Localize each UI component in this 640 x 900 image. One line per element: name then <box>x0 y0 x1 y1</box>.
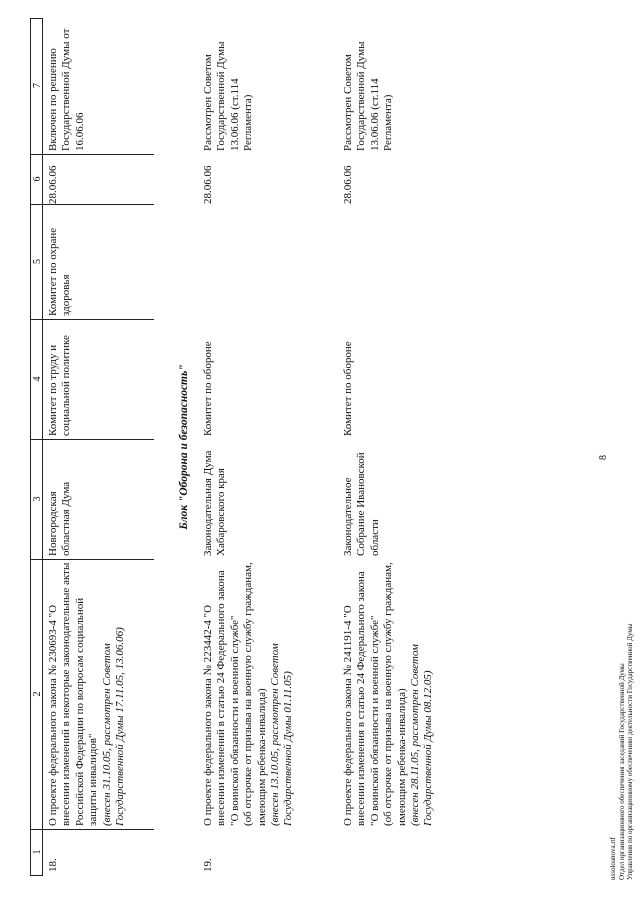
responsible-committee: Комитет по труду и социальной политике <box>47 335 73 436</box>
col-num-5: 5 <box>32 259 43 264</box>
bill-title: О проекте федерального закона № 230693-4 "О внесении изменений в некоторые законодательные акты Российской Федерации по вопросам социальной защиты инвалидов" <box>47 562 100 826</box>
bill-note: (внесен 31.10.05, рассмотрен Советом Государственной Думы 17.11.05, 13.06.06) <box>100 627 127 826</box>
col-num-4: 4 <box>32 376 43 382</box>
column-divider <box>30 439 154 440</box>
column-divider <box>30 204 154 205</box>
page-number: 8 <box>598 455 609 460</box>
bill-subtitle: (об отсрочке от призыва на военную службу гражданам, имеющим ребенка-инвалида) <box>382 562 408 826</box>
footer-line1: Отдел организационного обеспечения заседаний Государственной Думы <box>618 663 626 880</box>
col-num-3: 3 <box>32 496 43 502</box>
initiator: Новгородская областная Дума <box>47 481 73 556</box>
date: 28.06.06 <box>47 165 59 204</box>
agenda-table <box>30 18 592 876</box>
footer-line2: Управления по организационному обеспечению деятельности Государственной Думы <box>626 623 634 880</box>
column-divider <box>30 319 154 320</box>
col-num-2: 2 <box>32 691 43 697</box>
column-divider <box>30 829 154 830</box>
status: Включен по решению Государственной Думы от 16.06.06 <box>47 28 86 151</box>
status: Рассмотрен Советом Государственной Думы 13.06.06 (ст.114 Регламента) <box>202 41 255 151</box>
initiator: Законодательная Дума Хабаровского края <box>202 450 228 556</box>
row-item <box>47 562 127 826</box>
bill-title: О проекте федерального закона № 241191-4 "О внесении изменения в статью 24 Федерального закона "О воинской обязанности и военной службе" <box>342 571 381 826</box>
row-item <box>202 562 296 826</box>
col-num-1: 1 <box>32 849 43 855</box>
bill-note: (внесен 13.10.05, рассмотрен Советом Государственной Думы 01.11.05) <box>269 643 295 826</box>
block-title: Блок "Оборона и безопасность" <box>178 364 190 530</box>
col-num-6: 6 <box>32 176 43 182</box>
status: Рассмотрен Советом Государственной Думы 13.06.06 (ст.114 Регламента) <box>342 41 395 151</box>
date: 28.06.06 <box>202 165 214 204</box>
row-number: 19. <box>202 858 214 872</box>
bill-subtitle: (об отсрочке от призыва на военную службу гражданам, имеющим ребенка-инвалида) <box>242 562 268 826</box>
responsible-committee: Комитет по обороне <box>202 341 214 436</box>
row-number: 18. <box>47 858 59 872</box>
col-num-7: 7 <box>32 83 43 88</box>
responsible-committee: Комитет по обороне <box>342 341 354 436</box>
bill-note: (внесен 28.11.05, рассмотрен Советом Государственной Думы 08.12.05) <box>409 644 435 826</box>
initiator: Законодательное Собрание Ивановской области <box>342 452 381 556</box>
date: 28.06.06 <box>342 165 354 204</box>
row-item <box>342 562 436 826</box>
bill-title: О проекте федерального закона № 223442-4 "О внесении изменений в статью 24 Федерального закона "О воинской обязанности и военной службе" <box>202 570 241 826</box>
footer-file: ussoloanova.rtf <box>609 837 617 880</box>
column-number-header <box>30 18 43 876</box>
co-committee: Комитет по охране здоровья <box>47 227 73 316</box>
column-divider <box>30 559 154 560</box>
